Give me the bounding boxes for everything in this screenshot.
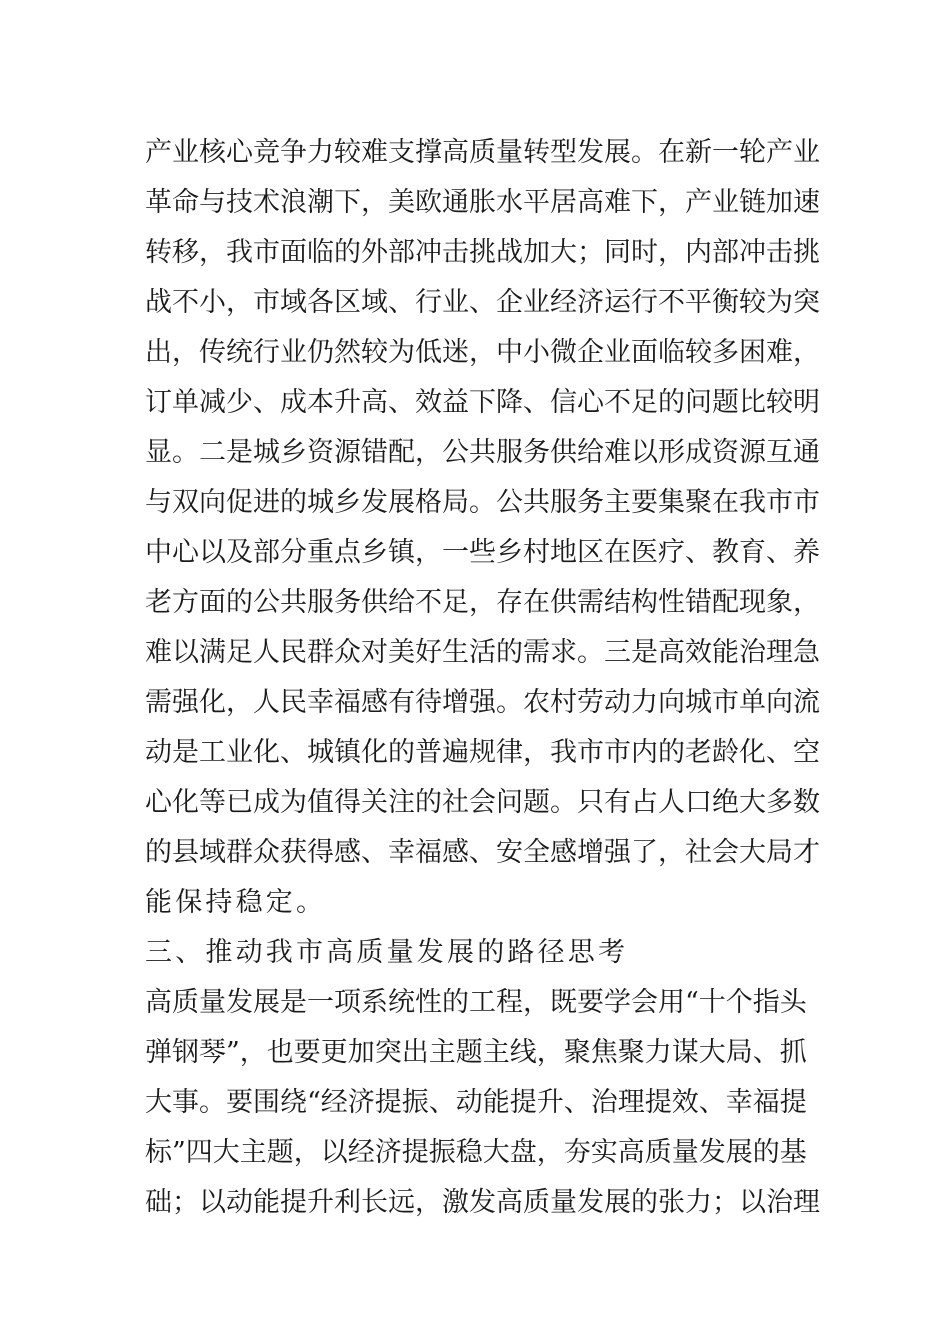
text-line: 标”四大主题，以经济提振稳大盘，夯实高质量发展的基 — [145, 1137, 807, 1168]
text-line: 老方面的公共服务供给不足，存在供需结构性错配现象， — [145, 587, 820, 618]
text-line: 心化等已成为值得关注的社会问题。只有占人口绝大多数 — [145, 787, 820, 818]
text-line: 能保持稳定。 — [145, 887, 327, 918]
text-line: 转移，我市面临的外部冲击挑战加大；同时，内部冲击挑 — [145, 237, 820, 268]
text-line: 产业核心竞争力较难支撑高质量转型发展。在新一轮产业 — [145, 137, 820, 168]
text-line: 革命与技术浪潮下，美欧通胀水平居高难下，产业链加速 — [145, 187, 820, 218]
text-line: 高质量发展是一项系统性的工程，既要学会用“十个指头 — [145, 987, 807, 1018]
text-line: 大事。要围绕“经济提振、动能提升、治理提效、幸福提 — [145, 1087, 807, 1118]
text-line: 战不小，市域各区域、行业、企业经济运行不平衡较为突 — [145, 287, 820, 318]
text-line: 动是工业化、城镇化的普遍规律，我市市内的老龄化、空 — [145, 737, 820, 768]
text-line: 难以满足人民群众对美好生活的需求。三是高效能治理急 — [145, 637, 820, 668]
text-line: 的县域群众获得感、幸福感、安全感增强了，社会大局才 — [145, 837, 820, 868]
text-line: 订单减少、成本升高、效益下降、信心不足的问题比较明 — [145, 387, 820, 418]
text-line: 显。二是城乡资源错配，公共服务供给难以形成资源互通 — [145, 437, 820, 468]
text-line: 础；以动能提升利长远，激发高质量发展的张力；以治理 — [145, 1187, 820, 1218]
body-text — [145, 128, 820, 1228]
text-line: 与双向促进的城乡发展格局。公共服务主要集聚在我市市 — [145, 487, 820, 518]
section-heading: 三、推动我市高质量发展的路径思考 — [145, 937, 629, 968]
text-line: 需强化，人民幸福感有待增强。农村劳动力向城市单向流 — [145, 687, 820, 718]
text-line: 弹钢琴”，也要更加突出主题主线，聚焦聚力谋大局、抓 — [145, 1037, 807, 1068]
text-line: 出，传统行业仍然较为低迷，中小微企业面临较多困难， — [145, 337, 820, 368]
text-line: 中心以及部分重点乡镇，一些乡村地区在医疗、教育、养 — [145, 537, 820, 568]
